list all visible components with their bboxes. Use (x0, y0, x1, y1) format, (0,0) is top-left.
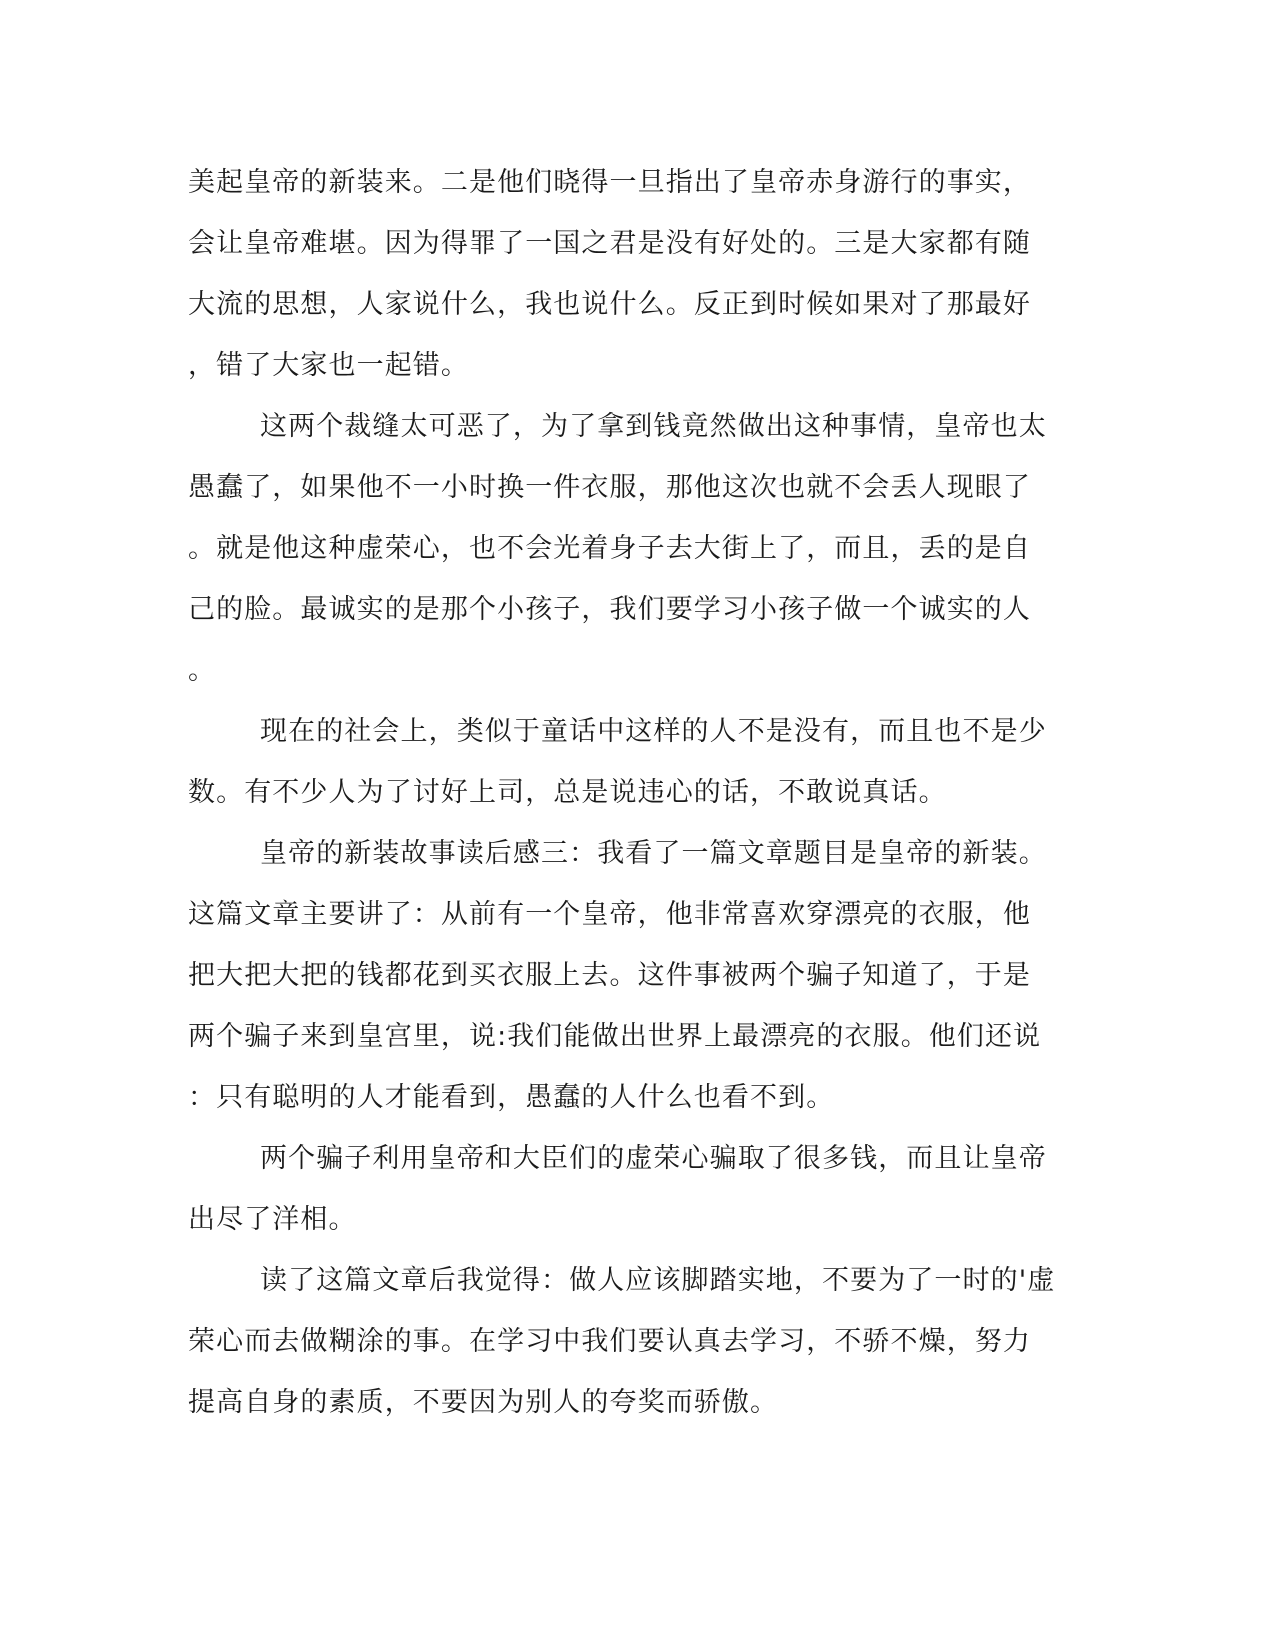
text-line: 读了这篇文章后我觉得：做人应该脚踏实地，不要为了一时的'虚 (260, 1265, 1056, 1296)
text-line: 己的脸。最诚实的是那个小孩子，我们要学习小孩子做一个诚实的人 (188, 594, 1031, 625)
text-line: ，错了大家也一起错。 (188, 350, 469, 381)
text-line: 。就是他这种虚荣心，也不会光着身子去大街上了，而且，丢的是自 (188, 533, 1031, 564)
text-line: 数。有不少人为了讨好上司，总是说违心的话，不敢说真话。 (188, 777, 947, 808)
text-line: 现在的社会上，类似于童话中这样的人不是没有，而且也不是少 (260, 716, 1047, 747)
text-line: 两个骗子来到皇宫里，说:我们能做出世界上最漂亮的衣服。他们还说 (188, 1021, 1042, 1052)
body-text (188, 152, 1088, 1433)
text-line: 这篇文章主要讲了：从前有一个皇帝，他非常喜欢穿漂亮的衣服，他 (188, 899, 1031, 930)
text-line: 两个骗子利用皇帝和大臣们的虚荣心骗取了很多钱，而且让皇帝 (260, 1143, 1047, 1174)
text-line: 提高自身的素质，不要因为别人的夸奖而骄傲。 (188, 1387, 779, 1418)
text-line: 把大把大把的钱都花到买衣服上去。这件事被两个骗子知道了，于是 (188, 960, 1031, 991)
text-line: 。 (188, 655, 217, 686)
text-line: ：只有聪明的人才能看到，愚蠢的人什么也看不到。 (188, 1082, 835, 1113)
text-line: 愚蠢了，如果他不一小时换一件衣服，那他这次也就不会丢人现眼了 (188, 472, 1031, 503)
text-line: 皇帝的新装故事读后感三：我看了一篇文章题目是皇帝的新装。 (260, 838, 1047, 869)
text-line: 会让皇帝难堪。因为得罪了一国之君是没有好处的。三是大家都有随 (188, 228, 1031, 259)
text-line: 这两个裁缝太可恶了，为了拿到钱竟然做出这种事情，皇帝也太 (260, 411, 1047, 442)
text-line: 美起皇帝的新装来。二是他们晓得一旦指出了皇帝赤身游行的事实， (188, 167, 1031, 198)
text-line: 出尽了洋相。 (188, 1204, 357, 1235)
text-line: 大流的思想，人家说什么，我也说什么。反正到时候如果对了那最好 (188, 289, 1031, 320)
text-line: 荣心而去做糊涂的事。在学习中我们要认真去学习，不骄不燥，努力 (188, 1326, 1031, 1357)
